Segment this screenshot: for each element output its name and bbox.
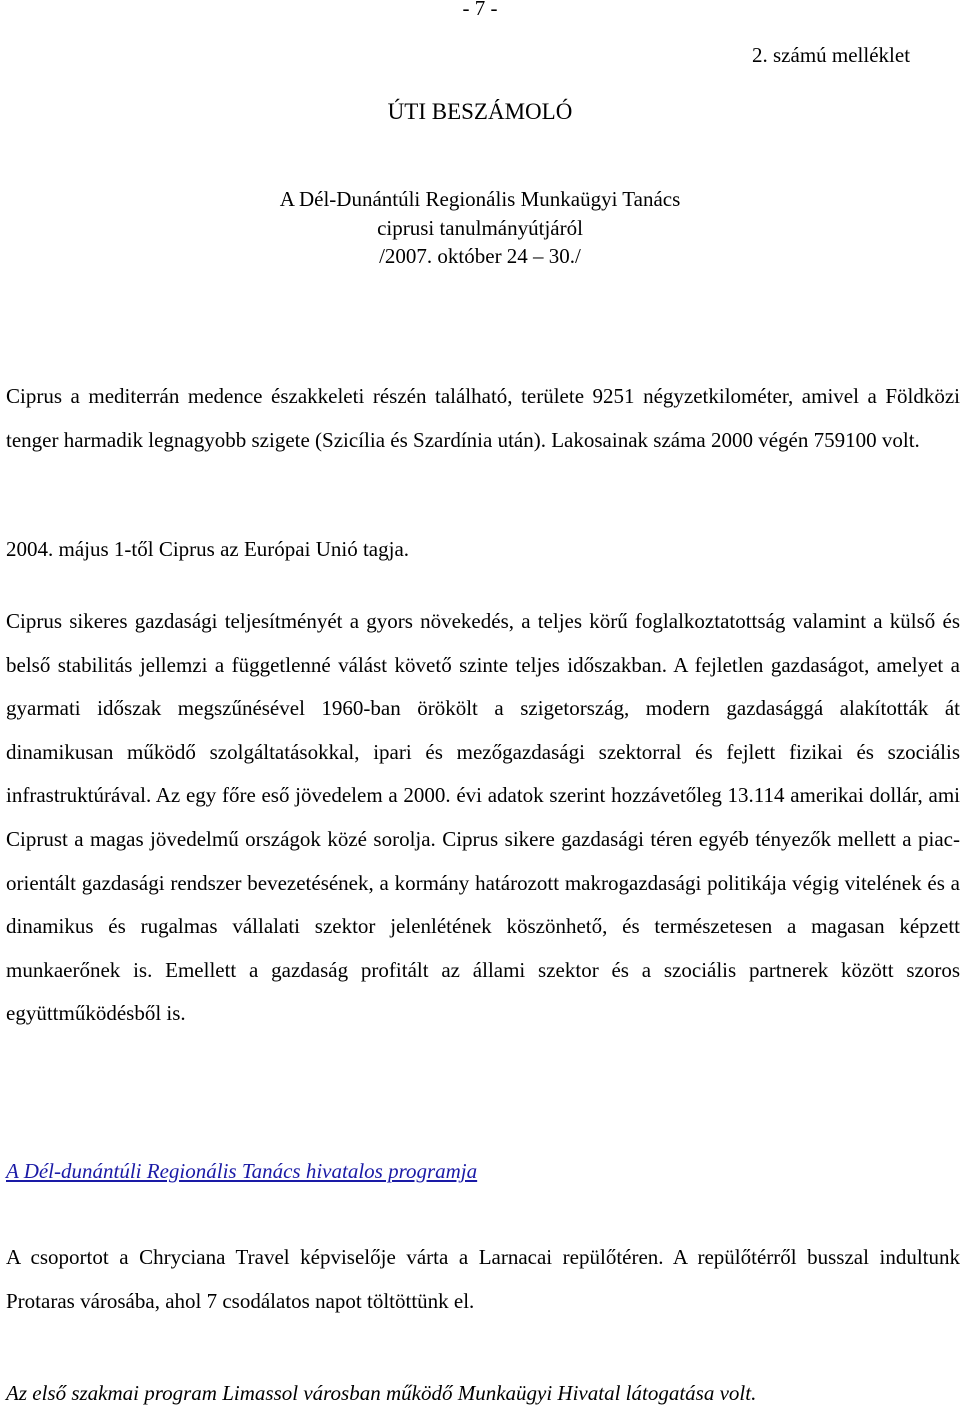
paragraph-economy: Ciprus sikeres gazdasági teljesítményét a gyors növekedés, a teljes körű foglalkoztatottság valamint a külső és belső stabilitás jellemzi a függetlenné válást követő szinte teljes időszakban. A fejletlen gazdaságot, amelyet a gyarmati időszak megszűnésével 1960-ban örökölt a szigetország, modern gazdasággá alakították át dinamikusan működő szolgáltatásokkal, ipari és mezőgazdasági szektorral és fejlett fizikai és szociális infrastruktúrával. Az egy főre eső jövedelem a 2000. évi adatok szerint hozzávetőleg 13.114 amerikai dollár, ami Ciprust a magas jövedelmű országok közé sorolja. Ciprus sikere gazdasági téren egyéb tényezők mellett a piac-orientált gazdasági rendszer bevezetésének, a kormány határozott makrogazdasági politikája végig vitelének és a dinamikus és rugalmas vállalati szektor jelenlétének köszönhető, és természetesen a magasan képzett munkaerőnek is. Emellett a gazdaság profitált az állami szektor és a szociális partnerek között szoros együttműködésből is.: [6, 609, 960, 1026]
paragraph-first-program: Az első szakmai program Limassol városban működő Munkaügyi Hivatal látogatása volt.: [6, 1381, 757, 1405]
paragraph-cyprus-geography: Ciprus a mediterrán medence északkeleti részén található, területe 9251 négyzetkilométer, amivel a Földközi tenger harmadik legnagyobb szigete (Szicília és Szardínia után). Lakosainak száma 2000 végén 759100 volt.: [6, 384, 960, 452]
page-number: - 7 -: [462, 0, 498, 20]
paragraph-eu-membership: 2004. május 1-től Ciprus az Európai Unió tagja.: [6, 537, 410, 561]
annex-label: 2. számú melléklet: [752, 43, 911, 67]
document-title: ÚTI BESZÁMOLÓ: [387, 99, 573, 124]
program-heading-link[interactable]: A Dél-dunántúli Regionális Tanács hivatalos programja: [6, 1159, 478, 1183]
subtitle-line-3: /2007. október 24 – 30./: [379, 244, 581, 268]
paragraph-arrival: A csoportot a Chryciana Travel képviselője várta a Larnacai repülőtéren. A repülőtérről busszal indultunk Protaras városába, ahol 7 csodálatos napot töltöttünk el.: [6, 1245, 960, 1313]
subtitle-line-1: A Dél-Dunántúli Regionális Munkaügyi Tanács: [279, 187, 681, 211]
subtitle-line-2: ciprusi tanulmányútjáról: [377, 216, 583, 240]
